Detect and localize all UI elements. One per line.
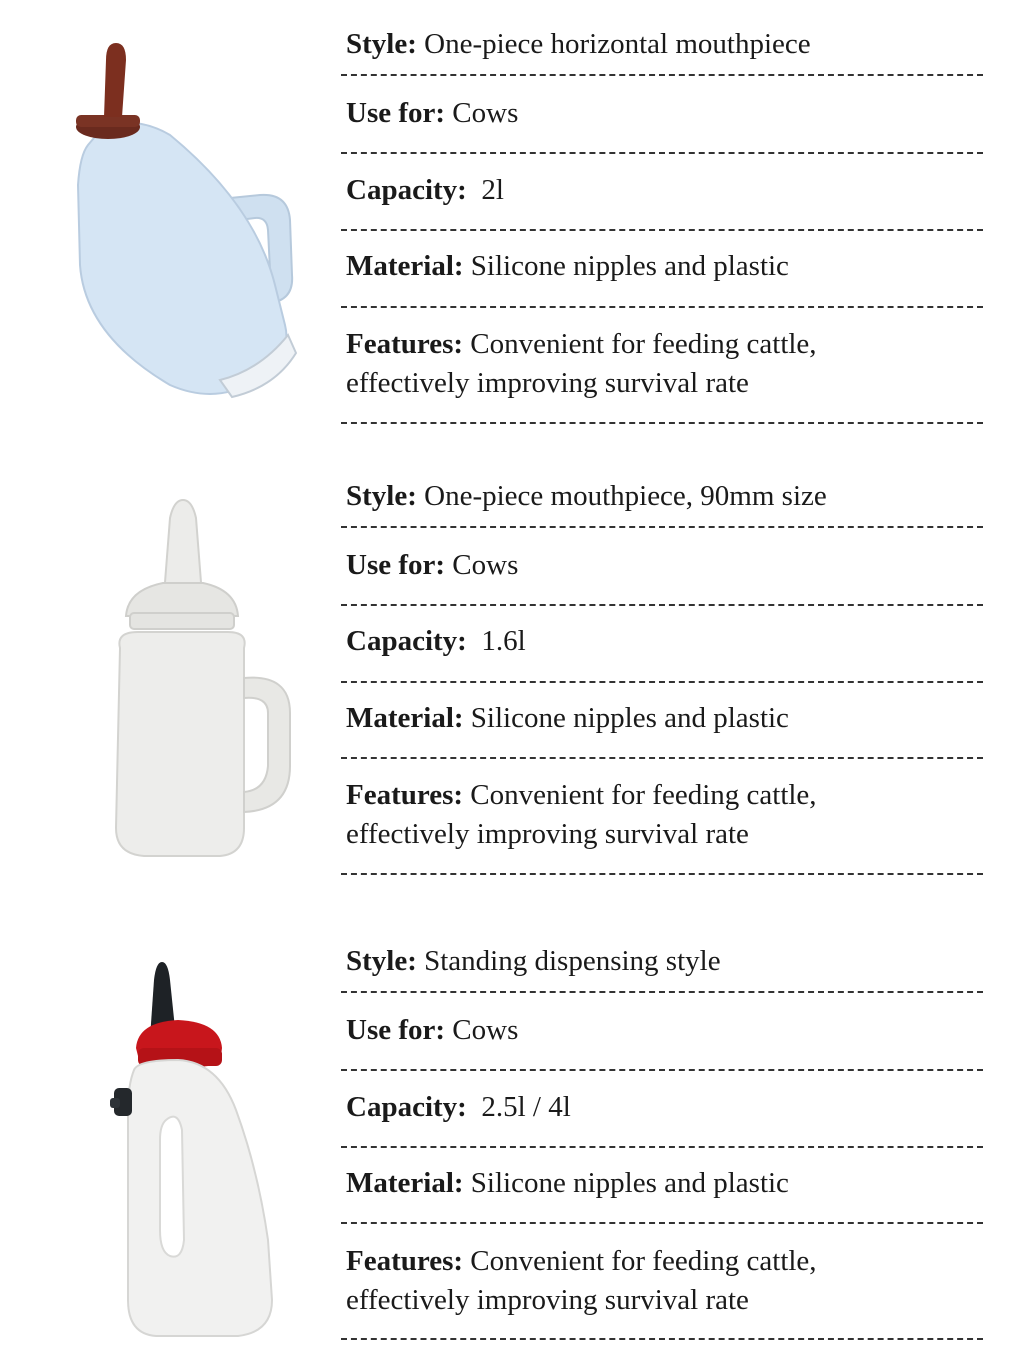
spec-label: Material: <box>346 1167 464 1199</box>
spec-features <box>346 776 986 854</box>
spec-label: Features: <box>346 779 464 811</box>
spec-value: Convenient for feeding cattle, <box>470 328 817 360</box>
divider <box>341 526 983 528</box>
spec-features <box>346 325 986 403</box>
spec-label: Use for: <box>346 1014 446 1046</box>
divider <box>341 1222 983 1224</box>
spec-value: Cows <box>452 549 519 581</box>
spec-label: Capacity: <box>346 174 467 206</box>
divider <box>341 991 983 993</box>
spec-capacity <box>346 622 986 661</box>
spec-label: Style: <box>346 945 417 977</box>
spec-label: Style: <box>346 28 417 60</box>
divider <box>341 873 983 875</box>
spec-label: Capacity: <box>346 625 467 657</box>
divider <box>341 306 983 308</box>
spec-value: Convenient for feeding cattle, <box>470 1245 817 1277</box>
spec-material <box>346 699 986 738</box>
spec-value: Cows <box>452 97 519 129</box>
spec-value: Standing dispensing style <box>424 945 721 977</box>
spec-value: 1.6l <box>474 625 526 657</box>
spec-style <box>346 25 986 64</box>
spec-value: 2l <box>474 174 504 206</box>
spec-value: Convenient for feeding cattle, <box>470 779 817 811</box>
divider <box>341 152 983 154</box>
divider <box>341 757 983 759</box>
divider <box>341 74 983 76</box>
spec-value: Silicone nipples and plastic <box>470 250 789 282</box>
spec-value: Silicone nipples and plastic <box>470 1167 789 1199</box>
divider <box>341 229 983 231</box>
standing-dispensing-bottle-image <box>108 960 288 1342</box>
spec-label: Features: <box>346 328 464 360</box>
spec-value: Silicone nipples and plastic <box>470 702 789 734</box>
divider <box>341 422 983 424</box>
divider <box>341 681 983 683</box>
spec-material <box>346 1164 986 1203</box>
spec-style <box>346 942 986 981</box>
spec-label: Use for: <box>346 97 446 129</box>
spec-material <box>346 247 986 286</box>
divider <box>341 604 983 606</box>
spec-label: Capacity: <box>346 1091 467 1123</box>
spec-value-line2: effectively improving survival rate <box>346 1284 749 1316</box>
spec-value-line2: effectively improving survival rate <box>346 367 749 399</box>
calf-feeding-bottle-handle-image <box>108 498 298 860</box>
spec-use-for <box>346 546 986 585</box>
spec-value: One-piece horizontal mouthpiece <box>424 28 811 60</box>
spec-style <box>346 477 986 516</box>
divider <box>341 1338 983 1340</box>
divider <box>341 1069 983 1071</box>
spec-value-line2: effectively improving survival rate <box>346 818 749 850</box>
calf-feeding-bottle-angled-image <box>60 35 310 405</box>
spec-features <box>346 1242 986 1320</box>
spec-use-for <box>346 1011 986 1050</box>
spec-capacity <box>346 171 986 210</box>
spec-capacity <box>346 1088 986 1127</box>
spec-value: One-piece mouthpiece, 90mm size <box>424 480 827 512</box>
divider <box>341 1146 983 1148</box>
spec-label: Features: <box>346 1245 464 1277</box>
spec-value: 2.5l / 4l <box>474 1091 571 1123</box>
spec-label: Material: <box>346 702 464 734</box>
spec-value: Cows <box>452 1014 519 1046</box>
spec-label: Style: <box>346 480 417 512</box>
spec-label: Material: <box>346 250 464 282</box>
spec-use-for <box>346 94 986 133</box>
spec-label: Use for: <box>346 549 446 581</box>
